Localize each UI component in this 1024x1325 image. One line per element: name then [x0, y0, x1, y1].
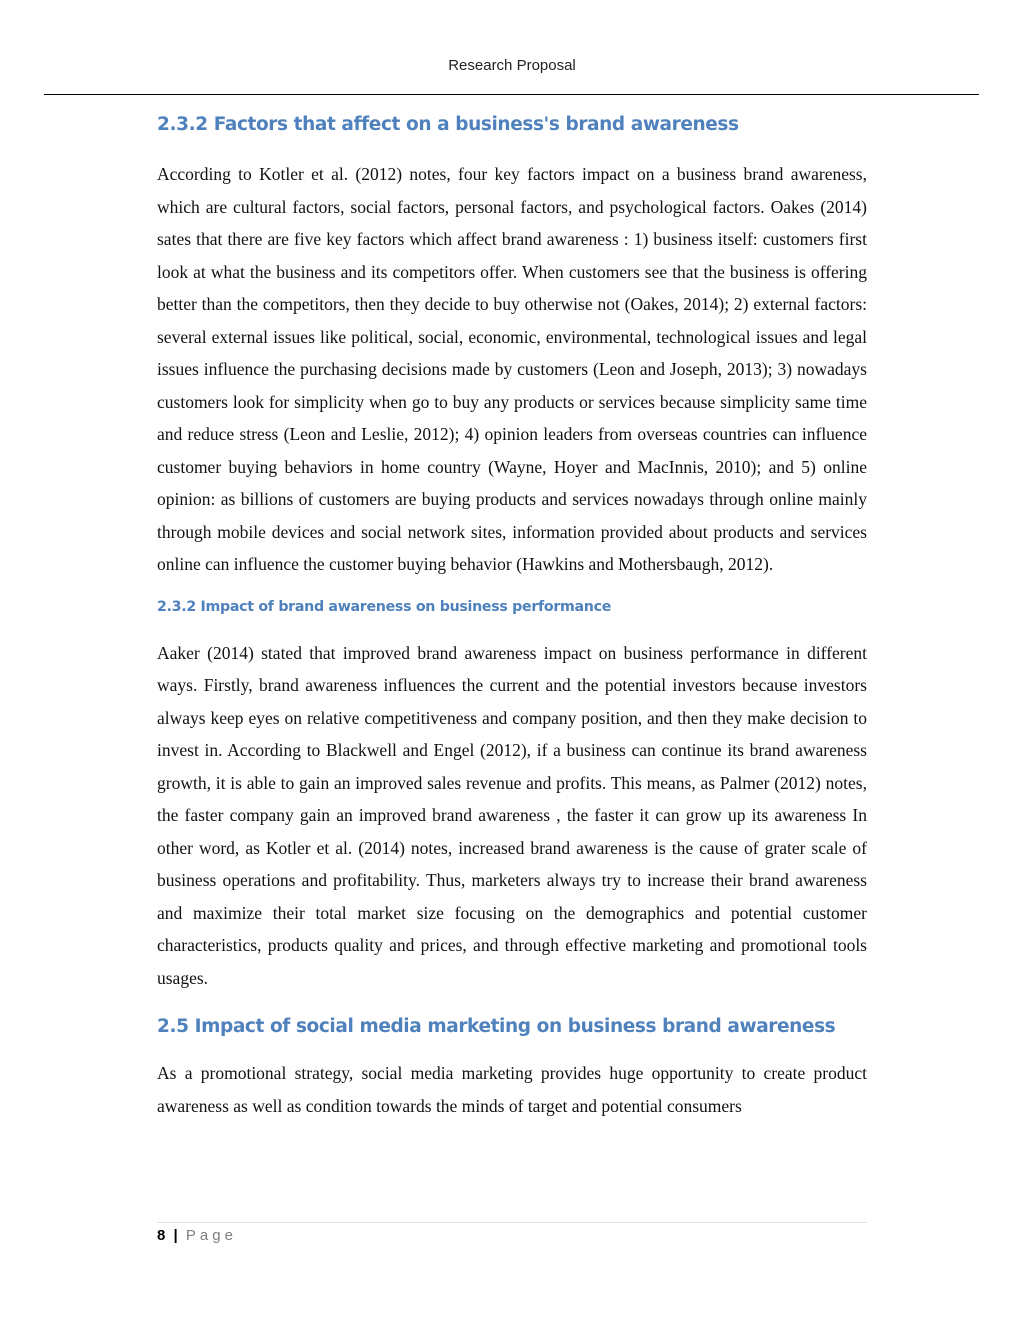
page-footer [157, 1227, 237, 1244]
paragraph-impact: Aaker (2014) stated that improved brand awareness impact on business performance in different ways. Firstly, brand awareness influences the current and the potential investors because investors always keep eyes on relative competitiveness and company position, and then they make decision to invest in. According to Blackwell and Engel (2012), if a business can continue its brand awareness growth, it is able to gain an improved sales revenue and profits. This means, as Palmer (2012) notes, the faster company gain an improved brand awareness , the faster it can grow up its awareness In other word, as Kotler et al. (2014) notes, increased brand awareness is the cause of grater scale of business operations and profitability. Thus, marketers always try to increase their brand awareness and maximize their total market size focusing on the demographics and potential customer characteristics, products quality and prices, and through effective marketing and promotional tools usages. [157, 642, 867, 988]
header-divider [44, 94, 979, 95]
page-label: Page [185, 1227, 237, 1244]
footer-divider [157, 1222, 867, 1223]
paragraph-social-media: As a promotional strategy, social media marketing provides huge opportunity to create product awareness as well as condition towards the minds of target and potential consumers [157, 1063, 867, 1116]
section-heading-factors: 2.3.2 Factors that affect on a business's brand awareness [157, 114, 739, 135]
running-header: Research Proposal [448, 57, 576, 74]
footer-separator: | [173, 1227, 178, 1244]
document-body [157, 110, 867, 1122]
page-number: 8 [157, 1227, 166, 1244]
paragraph-factors: According to Kotler et al. (2012) notes, four key factors impact on a business brand awareness, which are cultural factors, social factors, personal factors, and psychological factors. Oakes (2014) sates that there are five key factors which affect brand awareness : 1) business itself: customers first look at what the business and its competitors offer. When customers see that the business is offering better than the competitors, then they decide to buy otherwise not (Oakes, 2014); 2) external factors: several external issues like political, social, economic, environmental, technological issues and legal issues influence the purchasing decisions made by customers (Leon and Joseph, 2013); 3) nowadays customers look for simplicity when go to buy any products or services because simplicity same time and reduce stress (Leon and Leslie, 2012); 4) opinion leaders from overseas countries can influence customer buying behaviors in home country (Wayne, Hoyer and MacInnis, 2010); and 5) online opinion: as billions of customers are buying products and services nowadays through online mainly through mobile devices and social network sites, information provided about products and services online can influence the customer buying behavior (Hawkins and Mothersbaugh, 2012). [157, 164, 867, 574]
section-heading-social-media: 2.5 Impact of social media marketing on business brand awareness [157, 1016, 836, 1037]
subsection-heading-impact: 2.3.2 Impact of brand awareness on business performance [157, 598, 612, 615]
